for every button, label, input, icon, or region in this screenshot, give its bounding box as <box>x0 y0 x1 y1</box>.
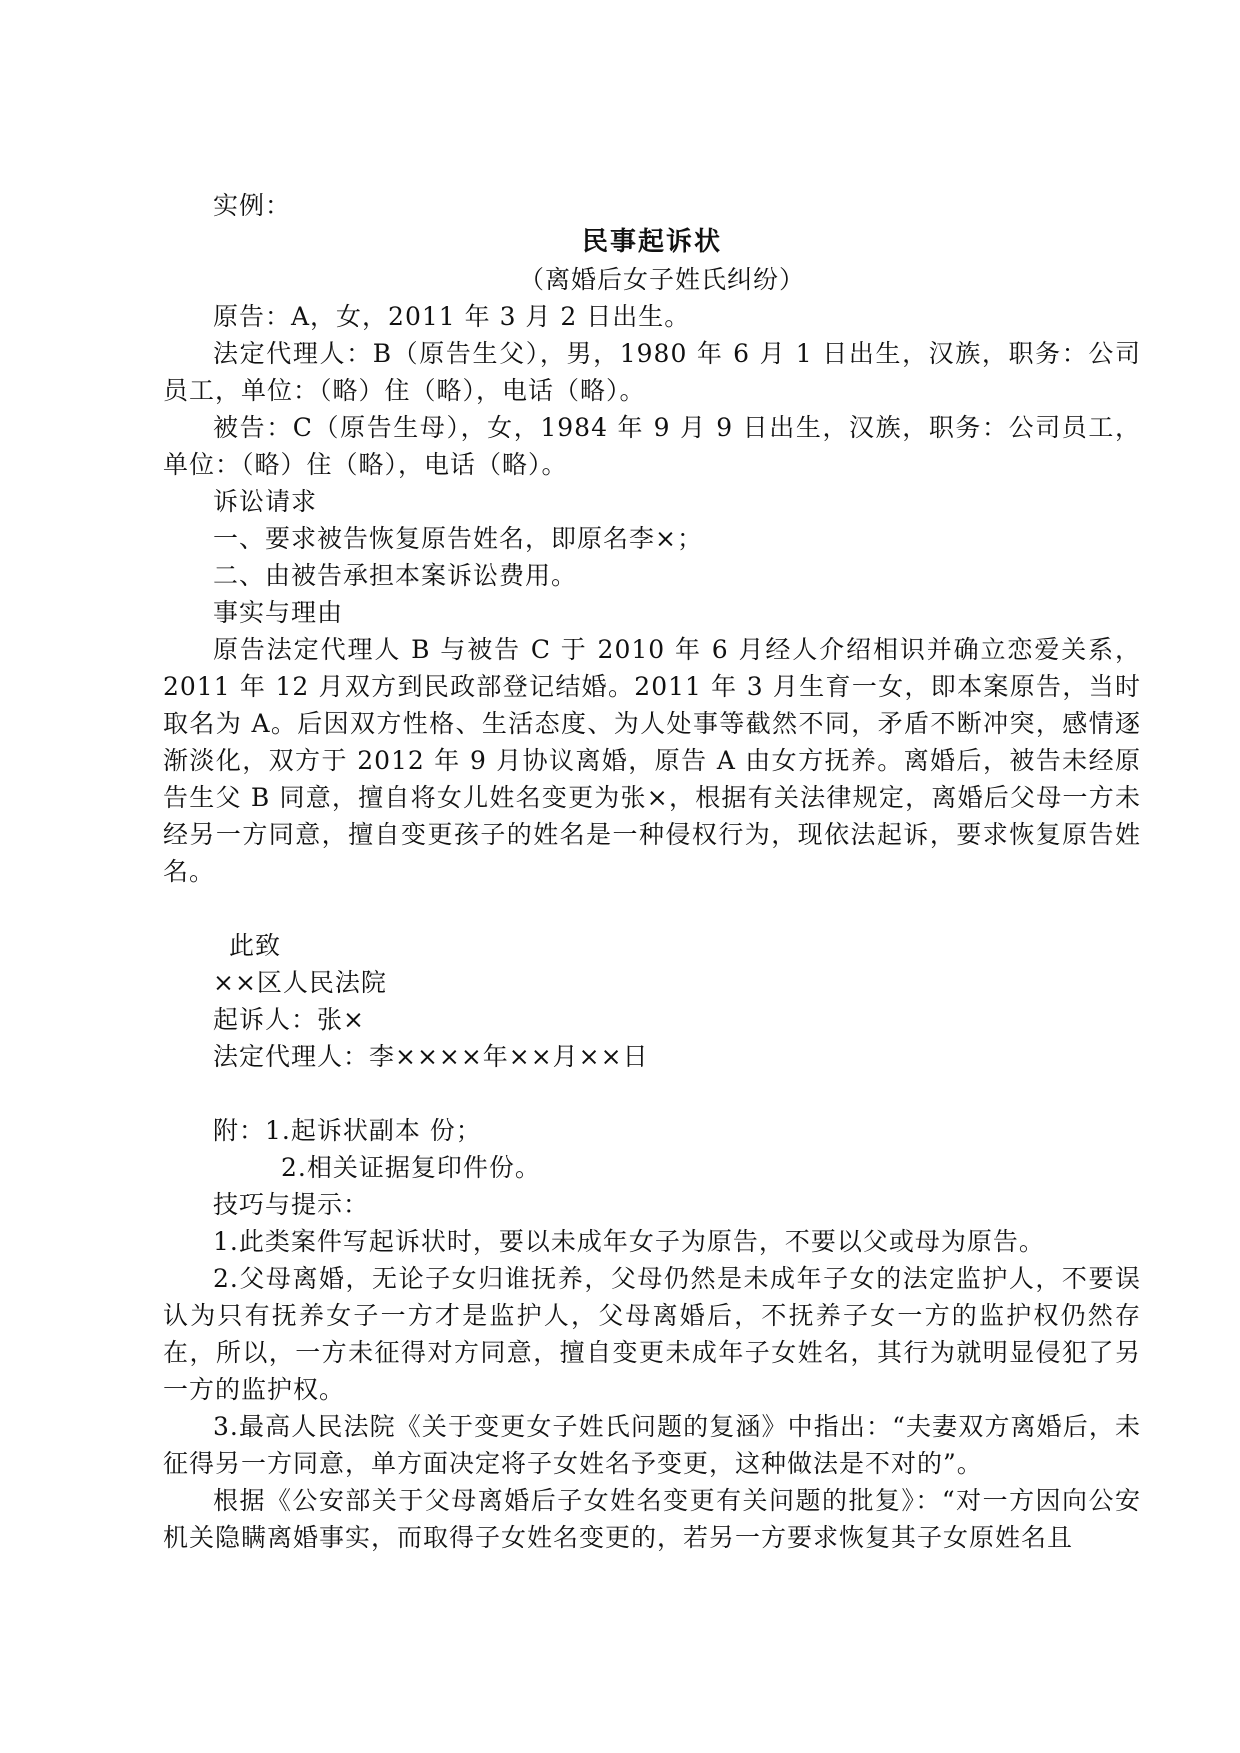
facts-heading: 事实与理由 <box>213 598 344 627</box>
claims-heading: 诉讼请求 <box>213 487 318 516</box>
signature-line: 法定代理人：李××××年××月××日 <box>213 1042 649 1071</box>
tip-item-3: 3.最高人民法院《关于变更女子姓氏问题的复涵》中指出：“夫妻双方离婚后，未征得另一方同意，单方面决定将子女姓名予变更，这种做法是不对的”。 <box>163 1412 1141 1478</box>
tip-item-4: 根据《公安部关于父母离婚后子女姓名变更有关问题的批复》：“对一方因向公安机关隐瞒离婚事实，而取得子女姓名变更的，若另一方要求恢复其子女原姓名且 <box>163 1486 1141 1552</box>
legal-representative-info: 法定代理人：B（原告生父），男，1980 年 6 月 1 日出生，汉族，职务：公司员工，单位：（略）住（略），电话（略）。 <box>163 339 1141 405</box>
closing-salutation: 此致 <box>229 931 282 960</box>
attachment-item-2: 2.相关证据复印件份。 <box>281 1153 541 1182</box>
facts-body: 原告法定代理人 B 与被告 C 于 2010 年 6 月经人介绍相识并确立恋爱关系，2011 年 12 月双方到民政部登记结婚。2011 年 3 月生育一女，即本案原告，当时取名为 A。后因双方性格、生活态度、为人处事等截然不同，矛盾不断冲突，感情逐渐淡化，双方于 2012 年 9 月协议离婚，原告 A 由女方抚养。离婚后，被告未经原告生父 B 同意，擅自将女儿姓名变更为张×，根据有关法律规定，离婚后父母一方未经另一方同意，擅自变更孩子的姓名是一种侵权行为，现依法起诉，要求恢复原告姓名。 <box>163 635 1141 886</box>
court-name: ××区人民法院 <box>213 968 387 997</box>
document-subtitle: （离婚后女子姓氏纠纷） <box>518 265 805 294</box>
claim-item-2: 二、由被告承担本案诉讼费用。 <box>213 561 578 590</box>
spacer <box>163 890 1141 927</box>
attachment-item-1: 附：1.起诉状副本 份； <box>213 1116 482 1145</box>
intro-label: 实例： <box>213 191 292 220</box>
defendant-info: 被告：C（原告生母），女，1984 年 9 月 9 日出生，汉族，职务：公司员工，单位：（略）住（略），电话（略）。 <box>163 413 1141 479</box>
tips-heading: 技巧与提示： <box>213 1190 370 1219</box>
plaintiff-info: 原告：A，女，2011 年 3 月 2 日出生。 <box>213 302 691 331</box>
claim-item-1: 一、要求被告恢复原告姓名，即原名李×； <box>213 524 703 553</box>
spacer <box>163 1075 1141 1112</box>
tip-item-1: 1.此类案件写起诉状时，要以未成年女子为原告，不要以父或母为原告。 <box>213 1227 1045 1256</box>
document-page <box>163 187 1141 1556</box>
petitioner-name: 起诉人：张× <box>213 1005 365 1034</box>
document-title: 民事起诉状 <box>581 227 722 257</box>
tip-item-2: 2.父母离婚，无论子女归谁抚养，父母仍然是未成年子女的法定监护人，不要误认为只有抚养女子一方才是监护人，父母离婚后，不抚养子女一方的监护权仍然存在，所以，一方未征得对方同意，擅自变更未成年子女姓名，其行为就明显侵犯了另一方的监护权。 <box>163 1264 1141 1404</box>
